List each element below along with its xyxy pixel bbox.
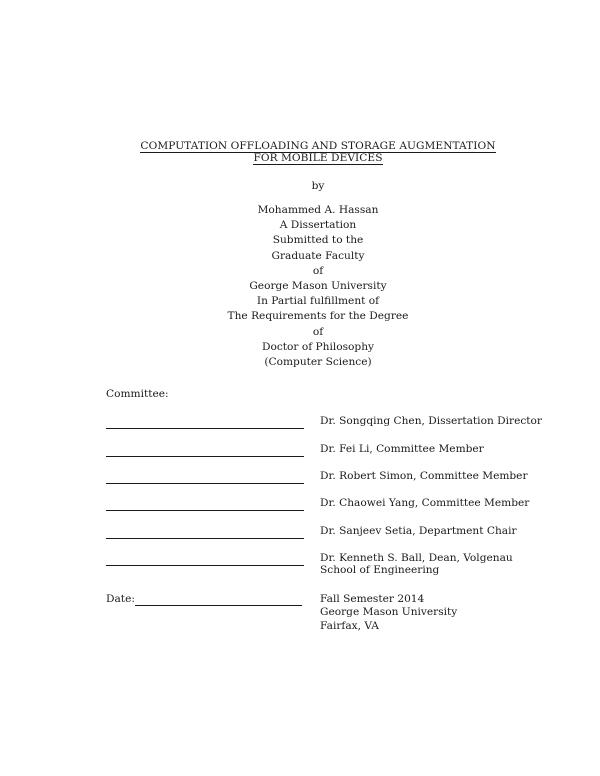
signature-line <box>106 510 304 511</box>
committee-member-name: Dr. Kenneth S. Ball, Dean, Volgenau School of Engineering <box>320 552 513 577</box>
signature-line <box>106 456 304 457</box>
credit-line: Submitted to the <box>272 234 364 247</box>
committee-member-row <box>106 552 546 580</box>
credit-line: A Dissertation <box>279 219 357 232</box>
degree-name: Doctor of Philosophy <box>261 340 375 353</box>
credits-block <box>0 203 600 370</box>
degree-field: (Computer Science) <box>264 356 372 369</box>
location: Fairfax, VA <box>320 619 379 632</box>
committee-member-name: Dr. Sanjeev Setia, Department Chair <box>320 525 517 537</box>
signature-line <box>106 483 304 484</box>
title-line-1: COMPUTATION OFFLOADING AND STORAGE AUGMENTATION <box>140 140 496 152</box>
signature-line <box>106 565 304 566</box>
credit-line: of <box>312 325 324 338</box>
author-name: Mohammed A. Hassan <box>257 204 379 216</box>
date-signature-line <box>135 605 302 606</box>
committee-member-row <box>106 497 546 525</box>
committee-member-row <box>106 525 546 553</box>
committee-member-name: Dr. Songqing Chen, Dissertation Director <box>320 415 542 427</box>
credit-line: The Requirements for the Degree <box>227 310 409 323</box>
credit-line: of <box>312 264 324 277</box>
semester: Fall Semester 2014 <box>320 593 425 605</box>
committee-member-row <box>106 443 546 471</box>
committee-member-row <box>106 415 546 443</box>
dissertation-title <box>0 141 600 165</box>
signature-line <box>106 428 304 429</box>
committee-label: Committee: <box>106 388 169 400</box>
committee-member-row <box>106 470 546 498</box>
by-text: by <box>311 180 325 192</box>
signature-line <box>106 538 304 539</box>
credit-line: In Partial fulfillment of <box>256 295 380 308</box>
university-name: George Mason University <box>249 280 387 293</box>
committee-member-name: Dr. Chaowei Yang, Committee Member <box>320 497 530 509</box>
date-info <box>320 593 457 633</box>
institution: George Mason University <box>320 606 458 619</box>
committee-member-name: Dr. Fei Li, Committee Member <box>320 443 484 455</box>
credit-line: Graduate Faculty <box>271 249 365 262</box>
date-label: Date: <box>106 593 135 605</box>
committee-member-name: Dr. Robert Simon, Committee Member <box>320 470 528 482</box>
title-line-2: FOR MOBILE DEVICES <box>253 152 383 164</box>
